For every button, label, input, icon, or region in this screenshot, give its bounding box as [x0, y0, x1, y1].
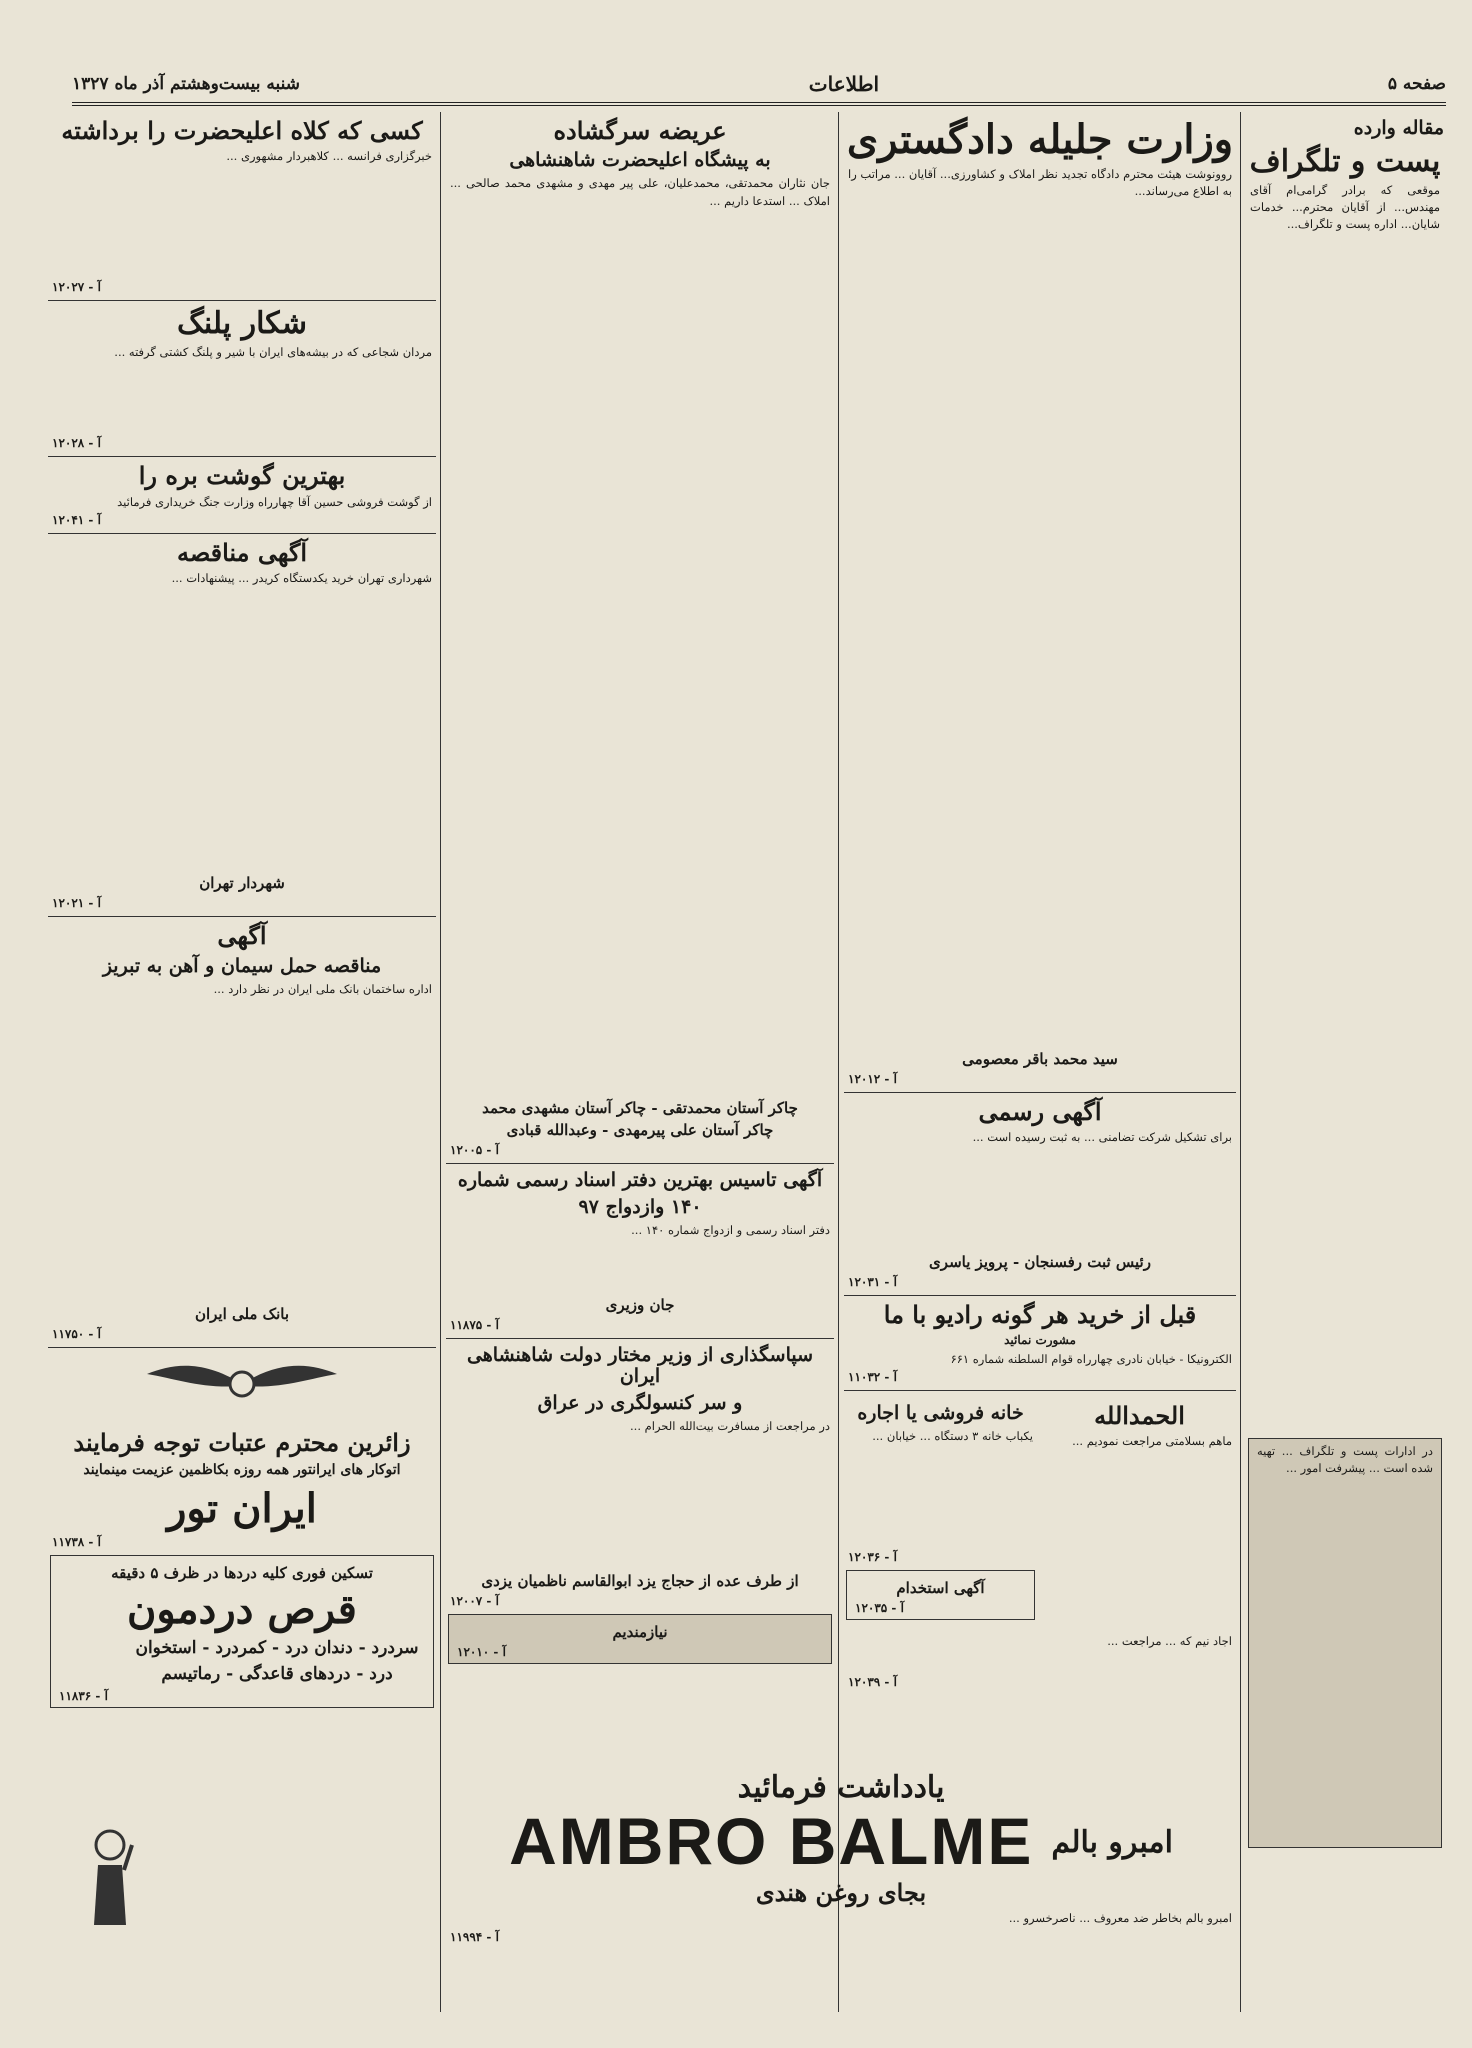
column-rule	[838, 112, 839, 2012]
headline-justice: وزارت جلیله دادگستری	[846, 116, 1234, 163]
headline-leopard: شکار پلنگ	[177, 306, 307, 342]
ref-code: آ - ۱۲۰۲۱	[52, 896, 101, 911]
column-3	[446, 112, 834, 2012]
headline-pilgrims: زائرین محترم عتبات توجه فرمایند	[73, 1427, 411, 1457]
thanks-signature: از طرف عده از حجاج یزد ابوالقاسم ناظمیان یزدی	[481, 1571, 799, 1590]
headline-radio: قبل از خرید هر گونه رادیو با ما	[883, 1300, 1197, 1330]
leopard-body: مردان شجاعی که در بیشه‌های ایران با شیر و پلنگ کشتی گرفته ...	[114, 345, 432, 360]
article-body: روونوشت هیئت محترم دادگاه تجدید نظر املاک و کشاورزی... آقایان ... مراتب را به اطلاع می‌رساند...	[848, 167, 1232, 199]
akhtar-body: اجاد نیم که ... مراجعت ...	[1107, 1634, 1232, 1649]
pill-ad	[50, 1555, 434, 1708]
ref-code: آ - ۱۲۰۱۲	[848, 1072, 897, 1086]
ref-code: آ - ۱۲۰۳۹	[848, 1675, 897, 1690]
tender-signature: شهردار تهران	[199, 874, 285, 893]
ambro-sub: بجای روغن هندی	[755, 1878, 927, 1907]
ref-code: آ - ۱۱۷۵۰	[52, 1326, 101, 1341]
headline-hiring: آگهی استخدام	[896, 1578, 985, 1597]
thanks-sub: و سر کنسولگری در عراق	[537, 1391, 743, 1414]
headline-post: پست و تلگراف	[1249, 143, 1441, 179]
dark-block	[1248, 1438, 1442, 1848]
article-body: در ادارات پست و تلگراف ... تهیه شده است ... پیشرفت امور ...	[1257, 1443, 1433, 1476]
ref-code: آ - ۱۲۰۰۵	[450, 1143, 499, 1158]
ref-code: آ - ۱۱۹۹۴	[450, 1929, 499, 1944]
ref-code: آ - ۱۲۰۲۷	[52, 280, 101, 295]
headline-meat: بهترین گوشت بره را	[138, 461, 346, 491]
ad-body: اداره ساختمان بانک ملی ایران در نظر دارد ...	[213, 981, 432, 996]
ref-code: آ - ۱۱۸۳۶	[59, 1689, 108, 1704]
alhamd-body: ماهم بسلامتی مراجعت نمودیم ...	[1072, 1434, 1232, 1449]
headline-office: آگهی تاسیس بهترین دفتر اسناد رسمی شماره	[457, 1169, 823, 1192]
ad-sub: مناقصه حمل سیمان و آهن به تبریز	[102, 954, 382, 977]
ambro-fa: امبرو بالم	[1051, 1824, 1173, 1860]
signature: چاکر آستان علی پیرمهدی - وعبدالله قبادی	[506, 1121, 774, 1140]
headline-thanks: سپاسگذاری از وزیر مختار دولت شاهنشاهی ایران	[466, 1344, 814, 1387]
ref-code: آ - ۱۲۰۲۸	[52, 436, 101, 451]
ref-code: آ - ۱۲۰۳۵	[855, 1600, 904, 1615]
notice-body: برای تشکیل شرکت تضامنی ... به ثبت رسیده است ...	[972, 1130, 1232, 1145]
ad-signature: بانک ملی ایران	[194, 1304, 290, 1323]
pill-list: سردرد - دندان درد - کمردرد - استخوان درد - دردهای قاعدگی - رماتیسم	[135, 1638, 419, 1684]
ambro-body: امبرو بالم بخاطر ضد معروف ... ناصرخسرو ...	[1008, 1911, 1232, 1926]
ref-code: آ - ۱۱۷۳۸	[52, 1535, 101, 1550]
ref-code: آ - ۱۲۰۱۰	[457, 1644, 506, 1659]
column-rule	[440, 112, 441, 2012]
radio-body: الکترونیکا - خیابان نادری چهارراه قوام السلطنه شماره ۶۶۱	[950, 1351, 1232, 1366]
headline-house: خانه فروشی یا اجاره	[857, 1402, 1024, 1425]
headline-hat: کسی که کلاه اعلیحضرت را برداشته	[61, 116, 423, 145]
ref-code: آ - ۱۱۸۷۵	[450, 1318, 499, 1333]
wings-emblem	[48, 1354, 436, 1424]
column-rule	[1240, 112, 1241, 2012]
headline-tender: آگهی مناقصه	[176, 538, 308, 568]
headline-alhamd: الحمدالله	[1094, 1401, 1185, 1431]
article-body: موقعی که برادر گرامی‌ام آقای مهندس... از آقایان محترم... خدمات شایان... اداره پست و تلگراف...	[1250, 182, 1440, 232]
brand-irantour: ایران تور	[167, 1485, 317, 1533]
issue-date: شنبه بیست‌وهشتم آذر ماه ۱۳۲۷	[72, 74, 301, 94]
pill-brand: قرص دردمون	[127, 1586, 357, 1634]
article-body: خبرگزاری فرانسه ... کلاهبردار مشهوری ...	[226, 149, 432, 164]
ref-code: آ - ۱۱۰۳۲	[848, 1370, 897, 1385]
office-body: دفتر اسناد رسمی و ازدواج شماره ۱۴۰ ...	[631, 1223, 830, 1238]
radio-sub: مشورت نمائید	[1004, 1332, 1076, 1347]
signature: چاکر آستان محمدتقی - چاکر آستان مشهدی محمد	[482, 1099, 798, 1118]
kicker: مقاله وارده	[1353, 117, 1444, 139]
masthead	[72, 66, 1446, 106]
headline-open-letter: عریضه سرگشاده	[553, 116, 727, 145]
pill-top: تسکین فوری کلیه دردها در ظرف ۵ دقیقه	[111, 1564, 373, 1583]
ambro-ad	[446, 1765, 1236, 2005]
page-number: صفحه ۵	[1387, 74, 1446, 94]
headline-needed: نیازمندیم	[612, 1622, 668, 1641]
notice-signature: رئیس ثبت رفسنجان - پرویز یاسری	[929, 1253, 1151, 1272]
ambro-headline: یادداشت فرمائید	[737, 1770, 945, 1805]
article-body: جان نثاران محمدتقی، محمدعلیان، علی پیر مهدی و مشهدی محمد صالحی ... املاک ... استدعا داریم ...	[450, 176, 830, 208]
ref-code: آ - ۱۲۰۴۱	[52, 513, 101, 528]
meat-body: از گوشت فروشی حسین آقا چهارراه وزارت جنگ خریداری فرمائید	[117, 494, 432, 509]
subheadline: به پیشگاه اعلیحضرت شاهنشاهی	[509, 149, 771, 172]
paper-title: اطلاعات	[808, 72, 880, 96]
pilgrims-body: اتوکار های ایرانتور همه روزه بکاظمین عزیمت مینمایند	[83, 1462, 401, 1479]
house-body: یکباب خانه ۳ دستگاه ... خیابان ...	[872, 1428, 1033, 1443]
headline-ad: آگهی	[217, 921, 267, 951]
ambro-latin: AMBRO BALME	[509, 1804, 1034, 1878]
ref-code: آ - ۱۲۰۳۱	[848, 1275, 897, 1290]
column-1	[1246, 112, 1444, 2012]
column-4	[48, 112, 436, 2012]
tender-body: شهرداری تهران خرید یکدستگاه کریدر ... پیشنهادات ...	[171, 571, 432, 586]
signature: سید محمد باقر معصومی	[962, 1050, 1118, 1068]
thanks-body: در مراجعت از مسافرت بیت‌الله الحرام ...	[630, 1418, 830, 1433]
office-number: ۱۴۰ وازدواج ۹۷	[578, 1196, 702, 1219]
man-with-toothache-illustration	[80, 1825, 140, 1945]
ref-code: آ - ۱۲۰۳۶	[848, 1549, 897, 1564]
office-signature: جان وزیری	[605, 1296, 675, 1315]
column-2	[844, 112, 1236, 2012]
ref-code: آ - ۱۲۰۰۷	[450, 1593, 499, 1608]
headline-official-notice: آگهی رسمی	[978, 1097, 1102, 1126]
